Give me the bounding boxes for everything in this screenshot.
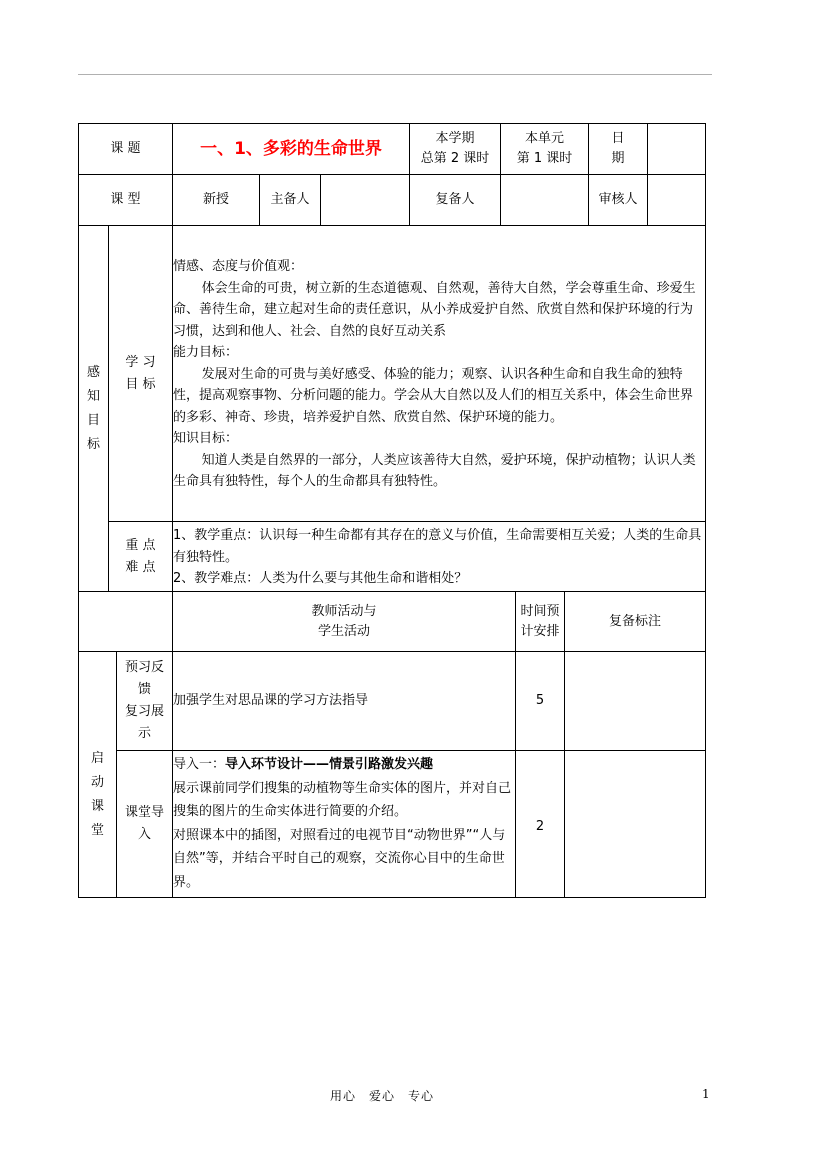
knowledge-heading: 知识目标： [173, 431, 239, 446]
topic-title: 一、1、多彩的生命世界 [172, 123, 410, 175]
unit-label: 本单元 [524, 131, 564, 146]
key-point: 1、教学重点：认识每一种生命都有其存在的意义与价值，生命需要相互关爱；人类的生命具有独特性。 [173, 528, 702, 565]
classroom-section-label: 启 动 课 堂 [78, 651, 117, 898]
date-label: 日 期 [588, 123, 648, 175]
difficult-point: 2、教学难点：人类为什么要与其他生命和谐相处？ [173, 571, 468, 586]
preview-feedback-label: 预习反 馈 复习展 示 [116, 651, 173, 751]
type-label: 课 型 [78, 174, 173, 226]
learning-goals-content [172, 225, 706, 522]
keypoints-content [172, 521, 706, 592]
preparer-value[interactable] [320, 174, 410, 226]
classroom-intro-notes[interactable] [564, 750, 706, 898]
classroom-intro-time: 2 [515, 750, 565, 898]
activity-column-header: 教师活动与 学生活动 [172, 591, 516, 652]
semester-value: 总第 2 课时 [420, 151, 490, 166]
semester-label: 本学期 [435, 131, 475, 146]
classroom-intro-content [172, 750, 516, 898]
preview-feedback-time: 5 [515, 651, 565, 751]
footer-slogan: 用心 爱心 专心 [330, 1089, 435, 1103]
activity-header-blank [78, 591, 173, 652]
auditor-label: 审核人 [588, 174, 648, 226]
knowledge-body: 知道人类是自然界的一部分，人类应该善待大自然，爱护环境，保护动植物；认识人类生命具有独特性，每个人的生命都具有独特性。 [173, 452, 696, 489]
intro-paragraph-2: 对照课本中的插图，对照看过的电视节目“动物世界”“人与自然”等，并结合平时自己的观察，交流你心目中的生命世界。 [173, 827, 506, 890]
time-column-header: 时间预 计安排 [515, 591, 565, 652]
semester-period [409, 123, 501, 175]
type-value: 新授 [172, 174, 260, 226]
header-rule [78, 74, 712, 75]
auditor-value[interactable] [647, 174, 706, 226]
keypoints-label: 重 点 难 点 [108, 521, 173, 592]
ability-body: 发展对生命的可贵与美好感受、体验的能力；观察、认识各种生命和自我生命的独特性，提高观察事物、分析问题的能力。学会从大自然以及人们的相互关系中，体会生命世界的多彩、神奇、珍贵，培养爱护自然、欣赏自然、保护环境的能力。 [173, 366, 694, 425]
intro-paragraph-1: 展示课前同学们搜集的动植物等生命实体的图片，并对自己搜集的图片的生命实体进行简要的介绍。 [173, 780, 512, 819]
preparer-label: 主备人 [259, 174, 321, 226]
date-value[interactable] [647, 123, 706, 175]
emotion-body: 体会生命的可贵，树立新的生态道德观、自然观，善待大自然，学会尊重生命、珍爱生命、善待生命，建立起对生命的责任意识，从小养成爱护自然、欣赏自然和保护环境的行为习惯，达到和他人、社会、自然的良好互动关系 [173, 280, 696, 339]
learning-goals-label: 学 习 目 标 [108, 225, 173, 522]
preview-feedback-content: 加强学生对思品课的学习方法指导 [172, 651, 516, 751]
reviewer-value[interactable] [500, 174, 589, 226]
unit-period [500, 123, 589, 175]
topic-label: 课 题 [78, 123, 173, 175]
goals-section-label: 感 知 目 标 [78, 225, 109, 592]
classroom-intro-label: 课堂导 入 [116, 750, 173, 898]
unit-value: 第 1 课时 [516, 151, 573, 166]
page-number: 1 [702, 1087, 710, 1101]
preview-feedback-notes[interactable] [564, 651, 706, 751]
reviewer-label: 复备人 [409, 174, 501, 226]
ability-heading: 能力目标： [173, 345, 239, 360]
intro-heading: 导入一：导入环节设计——情景引路激发兴趣 [173, 757, 434, 772]
notes-column-header: 复备标注 [564, 591, 706, 652]
emotion-heading: 情感、态度与价值观： [173, 259, 304, 274]
